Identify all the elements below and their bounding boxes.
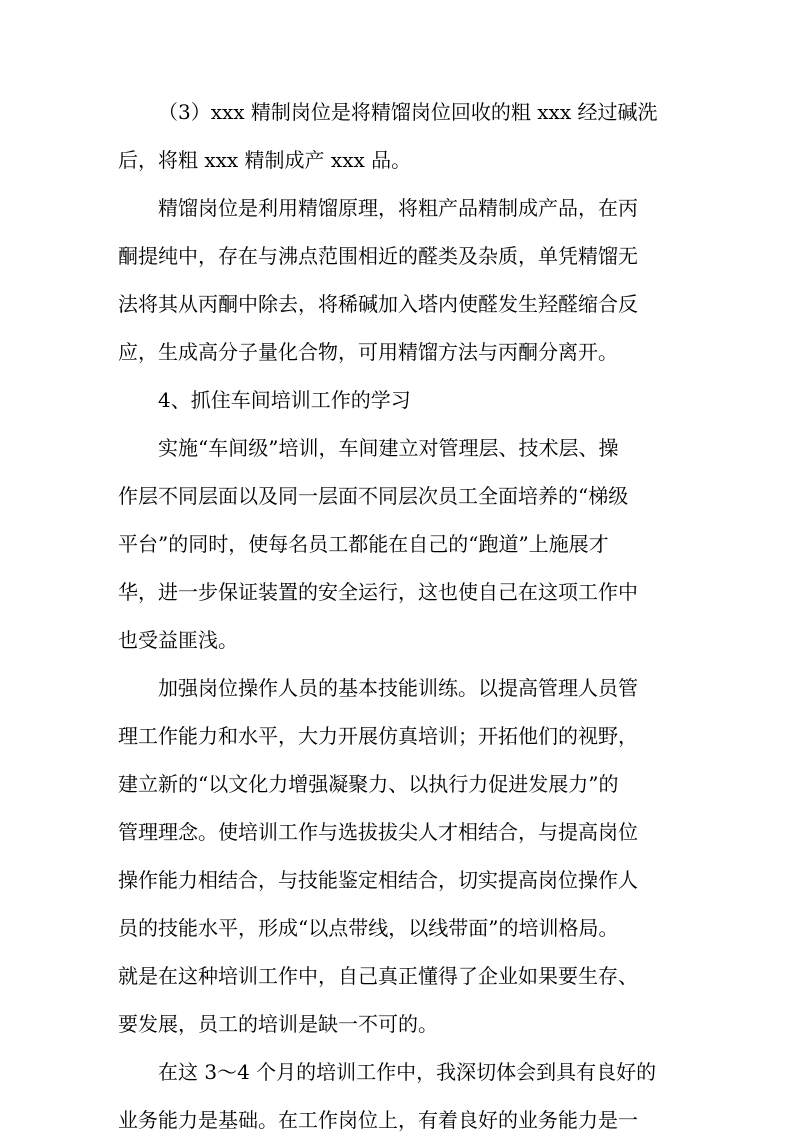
paragraph-first-line: （3）xxx 精制岗位是将精馏岗位回收的粗 xxx 经过碱洗 [158, 100, 658, 124]
paragraph-line: 应，生成高分子量化合物，可用精馏方法与丙酮分离开。 [118, 340, 618, 364]
paragraph-line: 作层不同层面以及同一层面不同层次员工全面培养的“梯级 [118, 484, 629, 508]
paragraph-line: 后，将粗 xxx 精制成产 xxx 品。 [118, 148, 412, 172]
paragraph-first-line: 精馏岗位是利用精馏原理，将粗产品精制成产品，在丙 [158, 196, 638, 220]
paragraph-line: 建立新的“以文化力增强凝聚力、以执行力促进发展力”的 [118, 772, 619, 796]
paragraph-line: 业务能力是基础。在工作岗位上，有着良好的业务能力是一 [118, 1108, 638, 1132]
paragraph-line: 就是在这种培训工作中，自己真正懂得了企业如果要生存、 [118, 964, 638, 988]
paragraph-line: 平台”的同时，使每名员工都能在自己的“跑道”上施展才 [118, 532, 609, 556]
paragraph-first-line: 在这 3～4 个月的培训工作中，我深切体会到具有良好的 [158, 1060, 657, 1084]
paragraph-line: 管理理念。使培训工作与选拔拔尖人才相结合，与提高岗位 [118, 820, 638, 844]
paragraph-line: 操作能力相结合，与技能鉴定相结合，切实提高岗位操作人 [118, 868, 638, 892]
paragraph-line: 员的技能水平，形成“以点带线，以线带面”的培训格局。 [118, 916, 619, 940]
paragraph-first-line: 加强岗位操作人员的基本技能训练。以提高管理人员管 [158, 676, 638, 700]
paragraph-line: 也受益匪浅。 [118, 628, 238, 652]
paragraph-first-line: 4、抓住车间培训工作的学习 [158, 388, 411, 412]
paragraph-line: 华，进一步保证装置的安全运行，这也使自己在这项工作中 [118, 580, 638, 604]
paragraph-line: 要发展，员工的培训是缺一不可的。 [118, 1012, 438, 1036]
paragraph-line: 法将其从丙酮中除去，将稀碱加入塔内使醛发生羟醛缩合反 [118, 292, 638, 316]
document-body [118, 88, 678, 1144]
paragraph-first-line: 实施“车间级”培训，车间建立对管理层、技术层、操 [158, 436, 619, 460]
paragraph-line: 酮提纯中，存在与沸点范围相近的醛类及杂质，单凭精馏无 [118, 244, 638, 268]
paragraph-line: 理工作能力和水平，大力开展仿真培训；开拓他们的视野， [118, 724, 638, 748]
